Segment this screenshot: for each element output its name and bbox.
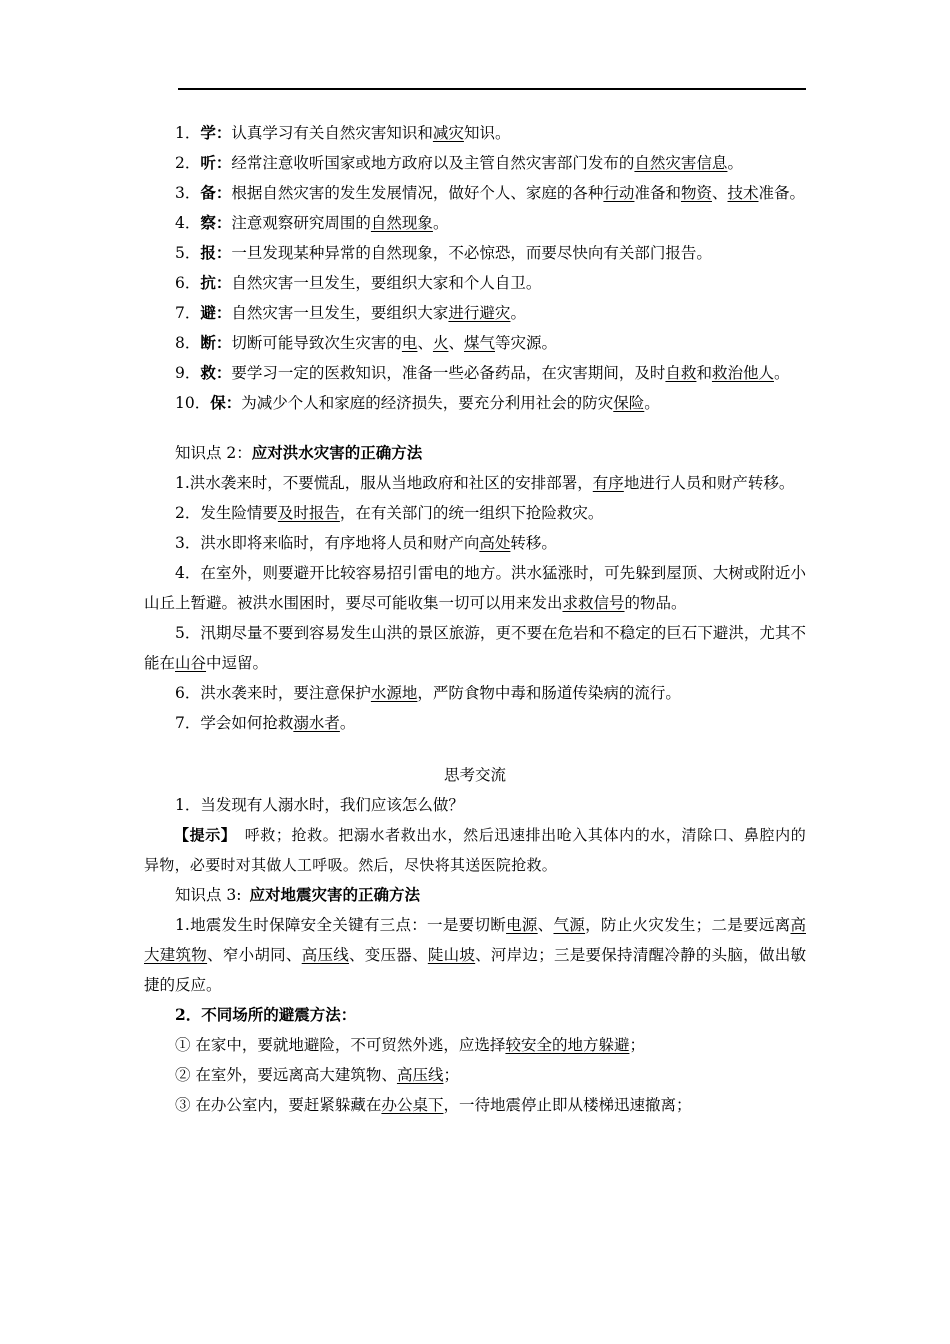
- list-item: ② 在室外，要远离高大建筑物、高压线；: [175, 1066, 459, 1084]
- paragraph: 3．洪水即将来临时，有序地将人员和财产向高处转移。: [175, 534, 557, 552]
- paragraph: 6．洪水袭来时，要注意保护水源地，严防食物中毒和肠道传染病的流行。: [175, 684, 681, 702]
- question: 1．当发现有人溺水时，我们应该怎么做？: [175, 796, 464, 814]
- paragraph: 2．发生险情要及时报告，在有关部门的统一组织下抢险救灾。: [175, 504, 604, 522]
- list-item: 4．察：注意观察研究周围的自然现象。: [175, 213, 449, 232]
- header-rule: [178, 88, 806, 90]
- section-heading: 知识点 3: 应对地震灾害的正确方法: [175, 885, 421, 904]
- paragraph: 4．在室外，则要避开比较容易招引雷电的地方。洪水猛涨时，可先躲到屋顶、大树或附近小山丘上暂避。被洪水围困时，要尽可能收集一切可以用来发出求救信号的物品。: [144, 564, 806, 612]
- list-item: 1．学：认真学习有关自然灾害知识和减灾知识。: [175, 123, 511, 142]
- paragraph: 7．学会如何抢救溺水者。: [175, 714, 356, 732]
- paragraph: 1.洪水袭来时，不要慌乱，服从当地政府和社区的安排部署，有序地进行人员和财产转移。: [175, 474, 795, 492]
- list-item: 6．抗：自然灾害一旦发生，要组织大家和个人自卫。: [175, 273, 542, 292]
- list-item: 8．断：切断可能导致次生灾害的电、火、煤气等灾源。: [175, 333, 558, 352]
- list-item: 10．保：为减少个人和家庭的经济损失，要充分利用社会的防灾保险。: [175, 393, 660, 412]
- section-heading: 知识点 2：应对洪水灾害的正确方法: [175, 443, 423, 462]
- list-item: ③ 在办公室内，要赶紧躲藏在办公桌下，一待地震停止即从楼梯迅速撤离；: [175, 1096, 692, 1114]
- list-item: ① 在家中，要就地避险，不可贸然外逃，应选择较安全的地方躲避；: [175, 1036, 645, 1054]
- paragraph: 5．汛期尽量不要到容易发生山洪的景区旅游，更不要在危岩和不稳定的巨石下避洪，尤其不能在山谷中逗留。: [144, 624, 806, 672]
- paragraph: 1.地震发生时保障安全关键有三点：一是要切断电源、气源，防止火灾发生；二是要远离高大建筑物、窄小胡同、高压线、变压器、陡山坡、河岸边；三是要保持清醒冷静的头脑，做出敏捷的反应。: [144, 916, 806, 994]
- list-item: 7．避：自然灾害一旦发生，要组织大家进行避灾。: [175, 303, 526, 322]
- list-item: 2．听：经常注意收听国家或地方政府以及主管自然灾害部门发布的自然灾害信息。: [175, 153, 743, 172]
- list-item: 9．救：要学习一定的医救知识，准备一些必备药品，在灾害期间，及时自救和救治他人。: [175, 363, 790, 382]
- subheading: 2．不同场所的避震方法：: [175, 1005, 357, 1024]
- list-item: 3．备：根据自然灾害的发生发展情况，做好个人、家庭的各种行动准备和物资、技术准备。: [175, 183, 806, 202]
- hint: 【提示】 呼救；抢救。把溺水者救出水，然后迅速排出呛入其体内的水，清除口、鼻腔内的异物，必要时对其做人工呼吸。然后，尽快将其送医院抢救。: [144, 826, 806, 874]
- document-body: [144, 118, 806, 1120]
- list-item: 5．报：一旦发现某种异常的自然现象，不必惊恐，而要尽快向有关部门报告。: [175, 243, 712, 262]
- think-title: 思考交流: [443, 766, 506, 784]
